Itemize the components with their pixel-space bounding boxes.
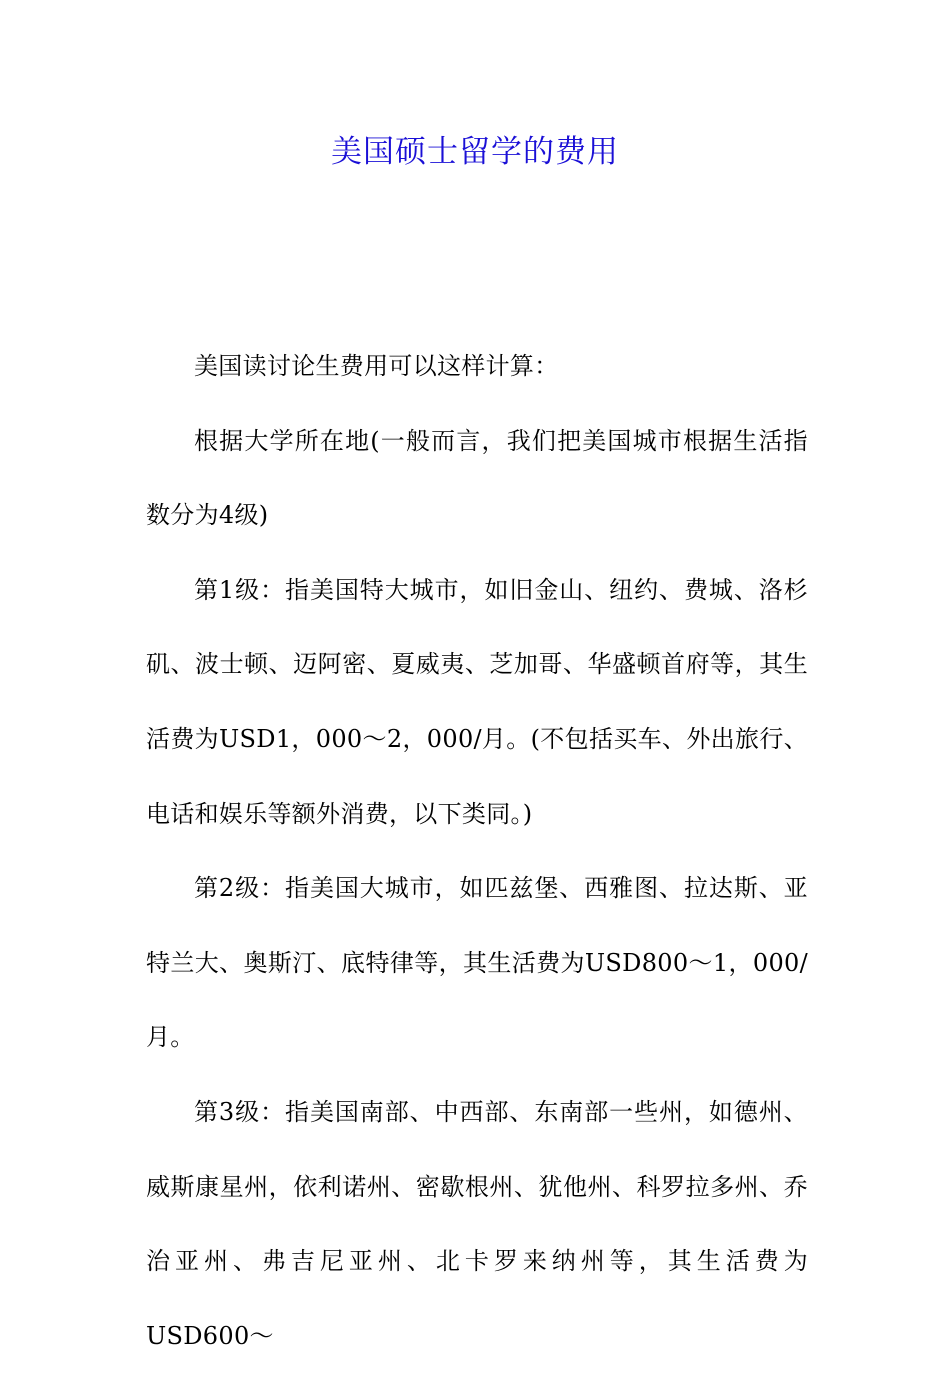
paragraph-intro: 美国读讨论生费用可以这样计算： <box>194 352 559 380</box>
paragraph-level-1: 第1级：指美国特大城市，如旧金山、纽约、费城、洛杉矶、波士顿、迈阿密、夏威夷、芝加哥、华盛顿首府等，其生活费为USD1，000～2，000/月。(不包括买车、外出旅行、电话和娱乐等额外消费，以下类同。) <box>146 575 808 828</box>
paragraph-level-3: 第3级：指美国南部、中西部、东南部一些州，如德州、威斯康星州，依利诺州、密歇根州、犹他州、科罗拉多州、乔治亚州、弗吉尼亚州、北卡罗来纳州等，其生活费为USD600～ <box>146 1097 808 1350</box>
document-title: 美国硕士留学的费用 <box>331 134 619 170</box>
paragraph-level-2: 第2级：指美国大城市，如匹兹堡、西雅图、拉达斯、亚特兰大、奥斯汀、底特律等，其生活费为USD800～1，000/月。 <box>146 874 808 1052</box>
paragraph-city-levels: 根据大学所在地(一般而言，我们把美国城市根据生活指数分为4级) <box>146 426 808 530</box>
document-body <box>146 329 808 1373</box>
